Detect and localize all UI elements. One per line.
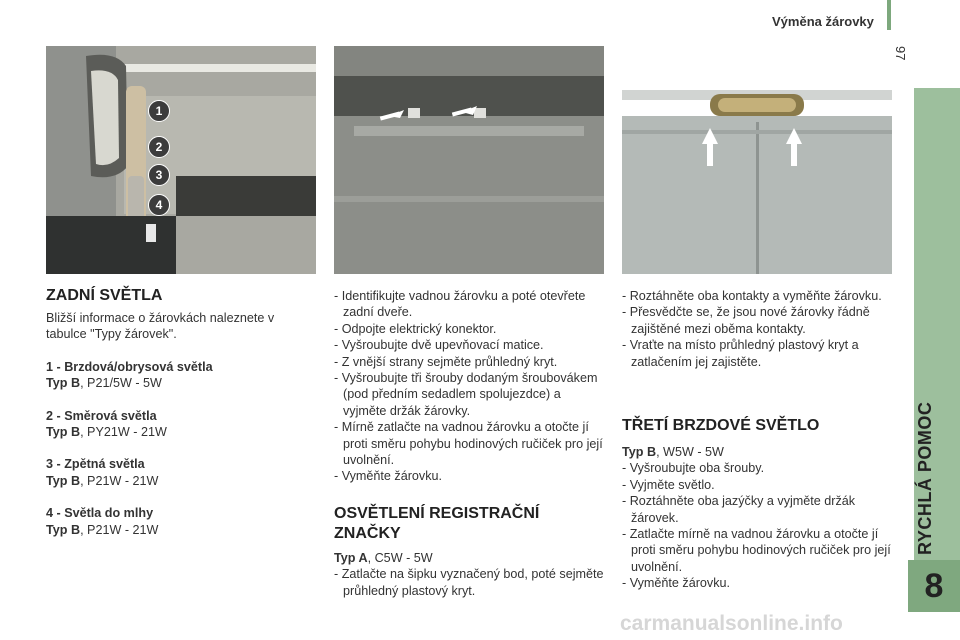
third-brake-light-info	[622, 444, 900, 592]
lamp-1-name: 1 - Brzdová/obrysová světla	[46, 359, 213, 374]
step: - Vyměňte žárovku.	[334, 468, 604, 484]
rear-lights-intro: Bližší informace o žárovkách naleznete v tabulce "Typy žárovek".	[46, 311, 275, 342]
callout-1: 1	[148, 100, 170, 122]
step: - Identifikujte vadnou žárovku a poté otevřete zadní dveře.	[334, 288, 604, 321]
lamp-2-name: 2 - Směrová světla	[46, 408, 157, 423]
lamp-4-type: Typ B, P21W - 21W	[46, 522, 159, 537]
plate-light-type: Typ A, C5W - 5W	[334, 551, 433, 565]
footer-watermark: carmanualsonline.info	[620, 612, 843, 635]
rear-lights-steps	[334, 288, 604, 485]
step: - Zatlačte na šipku vyznačený bod, poté sejměte průhledný plastový kryt.	[334, 566, 604, 599]
step: - Zatlačte mírně na vadnou žárovku a otočte jí proti směru pohybu hodinových ručiček pro její uvolnění.	[622, 526, 900, 575]
plate-light-photo	[334, 46, 604, 274]
step: - Roztáhněte oba kontakty a vyměňte žárovku.	[622, 288, 900, 304]
step: - Vyšroubujte oba šrouby.	[622, 460, 900, 476]
lamp-1-type: Typ B, P21/5W - 5W	[46, 376, 162, 391]
header-accent-bar	[887, 0, 891, 30]
plate-light-steps-cont	[622, 288, 900, 370]
step: - Roztáhněte oba jazýčky a vyjměte držák žárovek.	[622, 493, 900, 526]
step: - Přesvědčte se, že jsou nové žárovky řádně zajištěné mezi oběma kontakty.	[622, 304, 900, 337]
step: - Vyjměte světlo.	[622, 477, 900, 493]
callout-4: 4	[148, 194, 170, 216]
callout-2: 2	[148, 136, 170, 158]
page-number: 97	[893, 46, 908, 61]
chapter-title: Výměna žárovky	[772, 14, 874, 29]
third-brake-light-photo	[622, 46, 892, 274]
third-brake-light-illustration	[622, 46, 892, 274]
section-title-rear-lights: ZADNÍ SVĚTLA	[46, 287, 163, 304]
section-title-plate-light: OSVĚTLENÍ REGISTRAČNÍ ZNAČKY	[334, 505, 540, 542]
callout-3: 3	[148, 164, 170, 186]
plate-light-info	[334, 550, 604, 599]
step: - Odpojte elektrický konektor.	[334, 321, 604, 337]
step: - Vyšroubujte tři šrouby dodaným šroubovákem (pod předním sedadlem spolujezdce) a vyjměte držák žárovky.	[334, 370, 604, 419]
step: - Vraťte na místo průhledný plastový kryt a zatlačením jej zajistěte.	[622, 337, 900, 370]
plate-light-illustration	[334, 46, 604, 274]
step: - Z vnější strany sejměte průhledný kryt.	[334, 354, 604, 370]
section-title-third-brake-light: TŘETÍ BRZDOVÉ SVĚTLO	[622, 417, 820, 434]
step: - Mírně zatlačte na vadnou žárovku a otočte jí proti směru pohybu hodinových ručiček pro její uvolnění.	[334, 419, 604, 468]
rear-lights-photo	[46, 46, 316, 274]
rear-lights-info	[46, 310, 308, 538]
lamp-3-name: 3 - Zpětná světla	[46, 457, 145, 472]
third-brake-light-type: Typ B, W5W - 5W	[622, 445, 724, 459]
step: - Vyšroubujte dvě upevňovací matice.	[334, 337, 604, 353]
chapter-number: 8	[924, 567, 944, 605]
rear-lights-illustration	[46, 46, 316, 274]
chapter-side-label: RYCHLÁ POMOC	[915, 401, 935, 555]
lamp-2-type: Typ B, PY21W - 21W	[46, 425, 167, 440]
lamp-3-type: Typ B, P21W - 21W	[46, 473, 159, 488]
lamp-4-name: 4 - Světla do mlhy	[46, 506, 154, 521]
step: - Vyměňte žárovku.	[622, 575, 900, 591]
